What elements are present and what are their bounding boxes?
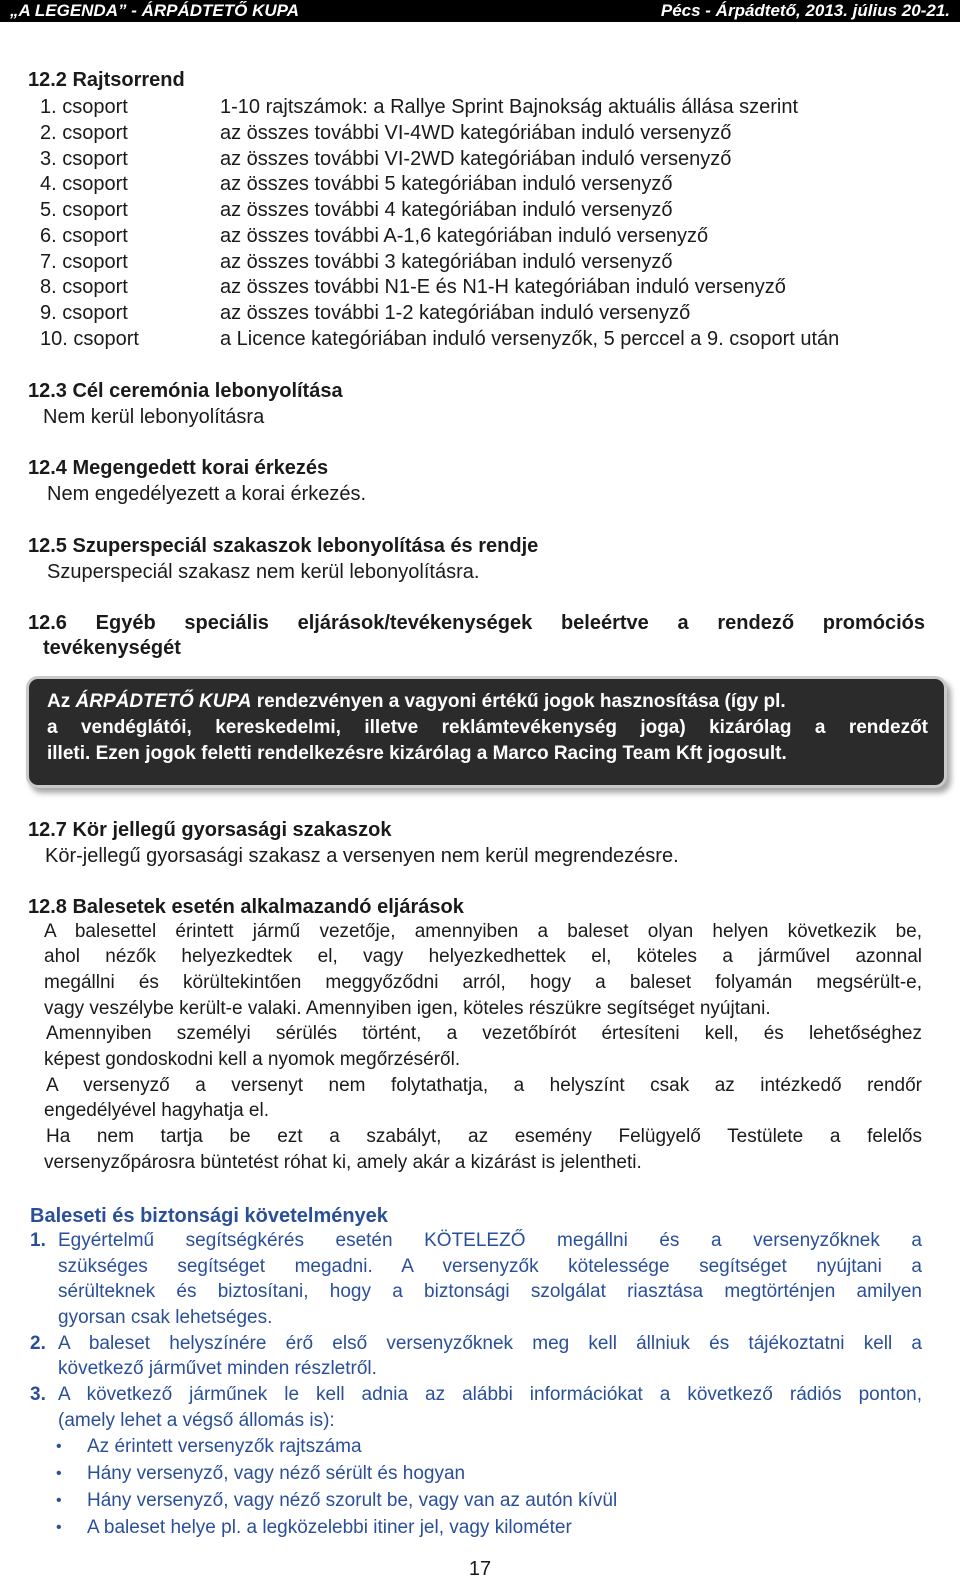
bullet-item: Hány versenyző, vagy néző szorult be, vagy van az autón kívül — [87, 1490, 618, 1511]
safety-item-line: Egyértelmű segítségkérés esetén KÖTELEZŐ megállni és a versenyzőknek a — [58, 1230, 922, 1251]
start-order-row: 9. csoport az összes további 1-2 kategóriában induló versenyző — [40, 302, 691, 324]
page-number: 17 — [468, 1558, 492, 1580]
paragraph-line: vagy veszélybe került-e valaki. Amennyiben igen, köteles részükre segítséget nyújtani. — [44, 998, 771, 1019]
bullet-item: Hány versenyző, vagy néző sérült és hogyan — [87, 1463, 466, 1484]
section-12-5-title: 12.5 Szuperspeciál szakaszok lebonyolítása és rendje — [28, 535, 539, 557]
page-header — [0, 0, 960, 22]
safety-item-line: gyorsan csak lehetséges. — [58, 1307, 273, 1328]
paragraph-line: A balesettel érintett jármű vezetője, amennyiben a baleset olyan helyen következik be, — [44, 921, 922, 942]
start-order-row: 10. csoport a Licence kategóriában induló versenyzők, 5 perccel a 9. csoport után — [40, 328, 840, 350]
safety-item-line: (amely lehet a végső állomás is): — [58, 1410, 335, 1431]
start-order-row: 3. csoport az összes további VI-2WD kategóriában induló versenyző — [40, 148, 732, 170]
safety-requirements-title: Baleseti és biztonsági követelmények — [30, 1205, 388, 1227]
section-12-3-title: 12.3 Cél ceremónia lebonyolítása — [28, 380, 343, 402]
section-12-7-text: Kör-jellegű gyorsasági szakasz a versenyen nem kerül megrendezésre. — [45, 845, 679, 867]
bullet-item: Az érintett versenyzők rajtszáma — [87, 1436, 362, 1457]
safety-item-line: A következő járműnek le kell adnia az alábbi információkat a következő rádiós ponton, — [58, 1384, 922, 1405]
bullet-icon: • — [56, 1465, 62, 1482]
header-title: „A LEGENDA” - ÁRPÁDTETŐ KUPA — [10, 1, 299, 20]
bullet-item: A baleset helye pl. a legközelebbi itiner jel, vagy kilométer — [87, 1517, 572, 1538]
safety-item-number: 3. — [30, 1384, 46, 1405]
header-event-date: Pécs - Árpádtető, 2013. július 20-21. — [660, 1, 950, 20]
start-order-row: 5. csoport az összes további 4 kategóriában induló versenyző — [40, 199, 673, 221]
safety-item-line: A baleset helyszínére érő első versenyzőknek meg kell állniuk és tájékoztatni kell a — [58, 1333, 922, 1354]
section-12-4-title: 12.4 Megengedett korai érkezés — [28, 457, 329, 479]
bullet-icon: • — [56, 1492, 62, 1509]
start-order-row: 8. csoport az összes további N1-E és N1-H kategóriában induló versenyző — [40, 276, 786, 298]
paragraph-line: versenyzőpárosra büntetést róhat ki, amely akár a kizárást is jelentheti. — [44, 1152, 642, 1173]
start-order-row: 7. csoport az összes további 3 kategóriában induló versenyző — [40, 251, 673, 273]
section-12-6-title-cont: tevékenységét — [43, 637, 181, 659]
paragraph-line: engedélyével hagyhatja el. — [44, 1100, 270, 1121]
start-order-row: 4. csoport az összes további 5 kategóriában induló versenyző — [40, 173, 673, 195]
start-order-row: 6. csoport az összes további A-1,6 kategóriában induló versenyző — [40, 225, 709, 247]
start-order-row: 2. csoport az összes további VI-4WD kategóriában induló versenyző — [40, 122, 732, 144]
start-order-row: 1. csoport 1-10 rajtszámok: a Rallye Sprint Bajnokság aktuális állása szerint — [40, 96, 799, 118]
section-12-6-title: 12.6 Egyéb speciális eljárások/tevékenységek beleértve a rendező promóciós — [28, 612, 925, 634]
safety-item-line: sérülteknek és biztosítani, hogy a biztonsági szolgálat riasztása megtörténjen amilyen — [58, 1281, 922, 1302]
paragraph-line: Amennyiben személyi sérülés történt, a vezetőbírót értesíteni kell, és lehetőséghez — [46, 1023, 922, 1044]
paragraph-line: ahol nézők helyezkedtek el, vagy helyezkedhettek el, köteles a járművel azonnal — [44, 946, 922, 967]
section-12-8-title: 12.8 Balesetek esetén alkalmazandó eljárások — [28, 896, 464, 918]
section-12-3-text: Nem kerül lebonyolításra — [43, 406, 265, 428]
callout-event-name: ÁRPÁDTETŐ KUPA — [75, 691, 252, 712]
paragraph-line: megállni és körültekintően meggyőződni arról, hogy a baleset folyamán megsérült-e, — [44, 972, 922, 993]
callout-line: a vendéglátói, kereskedelmi, illetve reklámtevékenység joga) kizárólag a rendezőt — [47, 717, 928, 738]
bullet-icon: • — [56, 1519, 62, 1536]
callout-line: Az ÁRPÁDTETŐ KUPA rendezvényen a vagyoni értékű jogok hasznosítása (így pl. — [47, 691, 786, 712]
rights-callout-box — [26, 676, 947, 788]
section-12-2-title: 12.2 Rajtsorrend — [28, 69, 185, 91]
bullet-icon: • — [56, 1438, 62, 1455]
safety-item-line: szükséges segítséget megadni. A versenyzők kötelessége segítséget nyújtani a — [58, 1256, 922, 1277]
safety-item-number: 2. — [30, 1333, 46, 1354]
callout-line: illeti. Ezen jogok feletti rendelkezésre kizárólag a Marco Racing Team Kft jogosult. — [47, 743, 787, 764]
section-12-7-title: 12.7 Kör jellegű gyorsasági szakaszok — [28, 819, 392, 841]
section-12-5-text: Szuperspeciál szakasz nem kerül lebonyolításra. — [47, 561, 480, 583]
section-12-4-text: Nem engedélyezett a korai érkezés. — [47, 483, 367, 505]
paragraph-line: A versenyző a versenyt nem folytathatja, a helyszínt csak az intézkedő rendőr — [46, 1075, 922, 1096]
safety-item-line: következő járművet minden részletről. — [58, 1358, 377, 1379]
safety-item-number: 1. — [30, 1230, 46, 1251]
paragraph-line: képest gondoskodni kell a nyomok megőrzéséről. — [44, 1049, 461, 1070]
paragraph-line: Ha nem tartja be ezt a szabályt, az esemény Felügyelő Testülete a felelős — [46, 1126, 922, 1147]
